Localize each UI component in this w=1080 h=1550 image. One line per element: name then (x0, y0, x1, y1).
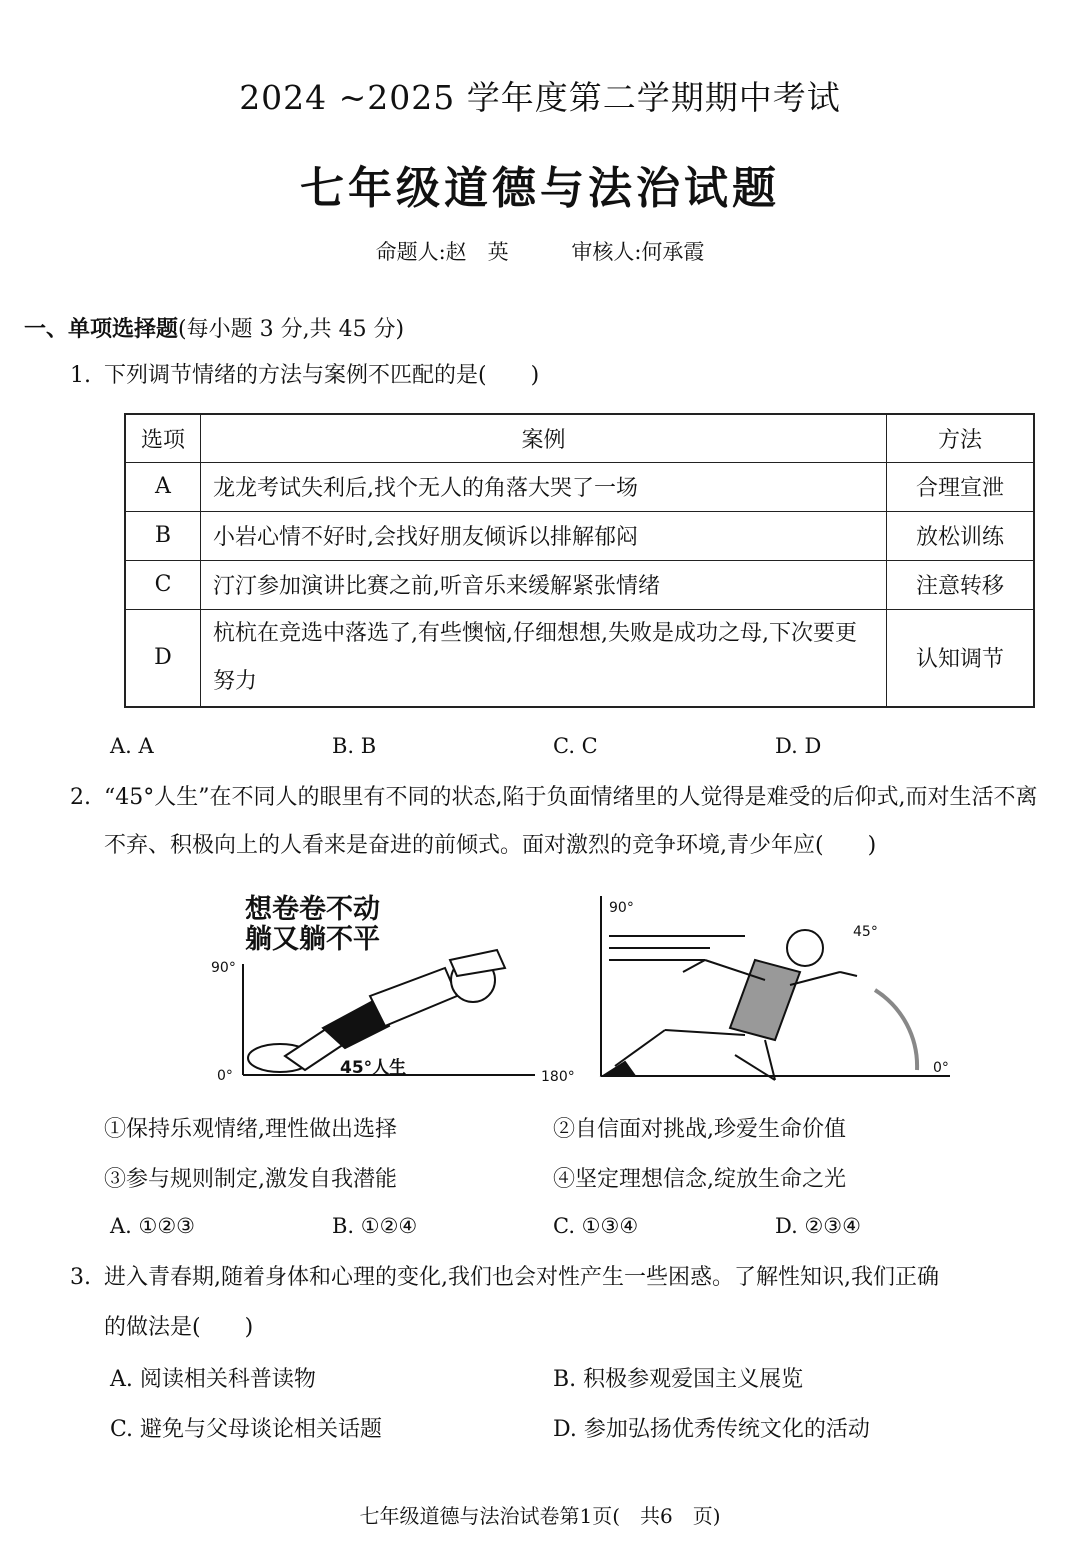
q1-choice-b[interactable]: B. B (332, 734, 377, 758)
th-case: 案例 (201, 414, 887, 462)
row-method: 注意转移 (887, 560, 1035, 609)
running-robot-icon (603, 930, 857, 1080)
row-option: D (125, 609, 201, 707)
q2-choice-c[interactable]: C. ①③④ (553, 1214, 639, 1238)
th-option: 选项 (125, 414, 201, 462)
q3-choice-c[interactable]: C. 避免与父母谈论相关话题 (110, 1417, 383, 1442)
row-case: 杭杭在竞选中落选了,有些懊恼,仔细想想,失败是成功之母,下次要更努力 (201, 609, 887, 707)
fig-right-45: 45° (853, 924, 878, 940)
leaning-figure-icon (248, 950, 505, 1072)
q1-choice-a[interactable]: A. A (110, 734, 154, 758)
q2-choice-b[interactable]: B. ①②④ (332, 1214, 418, 1238)
fig-left-label: 45°人生 (340, 1058, 407, 1078)
q2-statement-2: ②自信面对挑战,珍爱生命价值 (553, 1117, 846, 1142)
section-heading (24, 312, 404, 343)
q3-stem-2: 的做法是( ) (104, 1315, 254, 1340)
q2-choice-d[interactable]: D. ②③④ (775, 1214, 861, 1238)
authors-line (0, 236, 1080, 266)
row-method: 合理宣泄 (887, 462, 1035, 511)
exam-title: 2024 ~2025 学年度第二学期期中考试 (239, 78, 841, 117)
table-row (125, 609, 1034, 707)
q2-choice-a[interactable]: A. ①②③ (110, 1214, 195, 1238)
fig-left-caption-1: 想卷卷不动 (245, 894, 380, 925)
q3-choice-b[interactable]: B. 积极参观爱国主义展览 (553, 1367, 804, 1392)
q1-table-header (125, 414, 1034, 462)
page-footer: 七年级道德与法治试卷第1页( 共6 页) (359, 1504, 721, 1528)
table-row (125, 462, 1034, 511)
q2-number: 2. (70, 785, 91, 810)
q1-stem: 下列调节情绪的方法与案例不匹配的是( ) (104, 363, 540, 388)
row-option: A (125, 462, 201, 511)
fig-left-90: 90° (211, 960, 236, 976)
table-row (125, 560, 1034, 609)
table-row (125, 511, 1034, 560)
fig-right-90: 90° (609, 900, 634, 916)
fig-left-caption-2: 躺又躺不平 (245, 924, 380, 955)
reviewer: 审核人:何承霞 (571, 240, 705, 264)
row-method: 认知调节 (887, 609, 1035, 707)
section-title: 一、单项选择题 (24, 317, 179, 342)
q2-statement-4: ④坚定理想信念,绽放生命之光 (553, 1167, 846, 1192)
figure-45-life-right (595, 890, 960, 1090)
th-method: 方法 (887, 414, 1035, 462)
q3-number: 3. (70, 1265, 91, 1290)
q3-stem-1: 进入青春期,随着身体和心理的变化,我们也会对性产生一些困惑。了解性知识,我们正确 (104, 1265, 939, 1290)
row-case: 汀汀参加演讲比赛之前,听音乐来缓解紧张情绪 (201, 560, 887, 609)
row-option: B (125, 511, 201, 560)
row-method: 放松训练 (887, 511, 1035, 560)
row-case: 小岩心情不好时,会找好朋友倾诉以排解郁闷 (201, 511, 887, 560)
q3-choice-d[interactable]: D. 参加弘扬优秀传统文化的活动 (553, 1417, 870, 1442)
fig-left-0: 0° (217, 1068, 233, 1084)
fig-right-0: 0° (933, 1060, 949, 1076)
row-option: C (125, 560, 201, 609)
figure-45-life-left (205, 888, 585, 1088)
subject-title: 七年级道德与法治试题 (300, 163, 780, 214)
q3-choice-a[interactable]: A. 阅读相关科普读物 (110, 1367, 316, 1392)
fig-left-180: 180° (541, 1069, 575, 1085)
setter: 命题人:赵 英 (375, 240, 509, 264)
q1-choice-d[interactable]: D. D (775, 734, 822, 758)
row-case: 龙龙考试失利后,找个无人的角落大哭了一场 (201, 462, 887, 511)
q2-statement-3: ③参与规则制定,激发自我潜能 (104, 1167, 397, 1192)
q2-stem: “45°人生”在不同人的眼里有不同的状态,陷于负面情绪里的人觉得是难受的后仰式,而对生活不离不弃、积极向上的人看来是奋进的前倾式。面对激烈的竞争环境,青少年应( ) (104, 785, 1038, 858)
q2-statement-1: ①保持乐观情绪,理性做出选择 (104, 1117, 397, 1142)
section-note: (每小题 3 分,共 45 分) (178, 317, 405, 342)
angle-arc-icon (875, 990, 917, 1070)
q1-number: 1. (70, 363, 91, 388)
q1-table (124, 413, 1035, 708)
speed-lines-icon (609, 936, 745, 960)
q1-choice-c[interactable]: C. C (553, 734, 598, 758)
